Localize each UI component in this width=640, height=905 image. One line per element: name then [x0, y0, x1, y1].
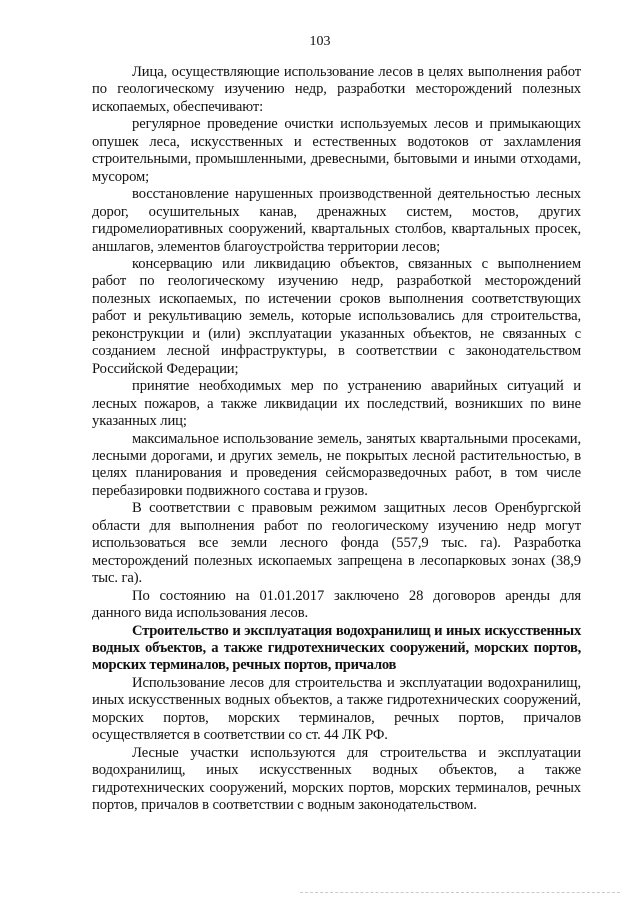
paragraph-8: По состоянию на 01.01.2017 заключено 28 договоров аренды для данного вида использования лесов. — [92, 587, 581, 622]
page-number: 103 — [309, 34, 331, 49]
paragraph-3: восстановление нарушенных производственной деятельностью лесных дорог, осушительных канав, дренажных систем, мостов, других гидромелиоративных сооружений, квартальных столбов, квартальных просек, аншлагов, элементов благоустройства территории лесов; — [92, 186, 581, 255]
paragraph-7: В соответствии с правовым режимом защитных лесов Оренбургской области для выполнения работ по геологическому изучению недр могут использоваться все земли лесного фонда (557,9 тыс. га). Разработка месторождений полезных ископаемых запрещена в лесопарковых зонах (38,9 тыс. га). — [92, 500, 581, 587]
document-body — [92, 64, 581, 814]
paragraph-9: Использование лесов для строительства и эксплуатации водохранилищ, иных искусственных водных объектов, а также гидротехнических сооружений, морских портов, морских терминалов, речных портов, причалов осуществляется в соответствии со ст. 44 ЛК РФ. — [92, 674, 581, 744]
section-heading: Строительство и эксплуатация водохранилищ и иных искусственных водных объектов, а также гидротехнических сооружений, морских портов, морских терминалов, речных портов, причалов — [92, 622, 581, 674]
paragraph-6: максимальное использование земель, занятых квартальными просеками, лесными дорогами, и других земель, не покрытых лесной растительностью, в целях планирования и проведения сейсморазведочных работ, в том числе перебазировки подвижного состава и грузов. — [92, 430, 581, 499]
paragraph-10: Лесные участки используются для строительства и эксплуатации водохранилищ, иных искусственных водных объектов, а также гидротехнических сооружений, морских портов, морских терминалов, речных портов, причалов в соответствии с водным законодательством. — [92, 744, 581, 814]
scan-artifact-line — [300, 892, 620, 895]
paragraph-4: консервацию или ликвидацию объектов, связанных с выполнением работ по геологическому изучению недр, разработкой месторождений полезных ископаемых, по истечении сроков выполнения соответствующих работ и рекультивацию земель, которые использовались для строительства, реконструкции и (или) эксплуатации указанных объектов, не связанных с созданием лесной инфраструктуры, в соответствии с законодательством Российской Федерации; — [92, 255, 581, 377]
paragraph-2: регулярное проведение очистки используемых лесов и примыкающих опушек леса, искусственных и естественных водотоков от захламления строительными, промышленными, древесными, бытовыми и иными отходами, мусором; — [92, 116, 581, 185]
paragraph-5: принятие необходимых мер по устранению аварийных ситуаций и лесных пожаров, а также ликвидации их последствий, возникших по вине указанных лиц; — [92, 378, 581, 430]
paragraph-1: Лица, осуществляющие использование лесов в целях выполнения работ по геологическому изучению недр, разработки месторождений полезных ископаемых, обеспечивают: — [92, 64, 581, 115]
